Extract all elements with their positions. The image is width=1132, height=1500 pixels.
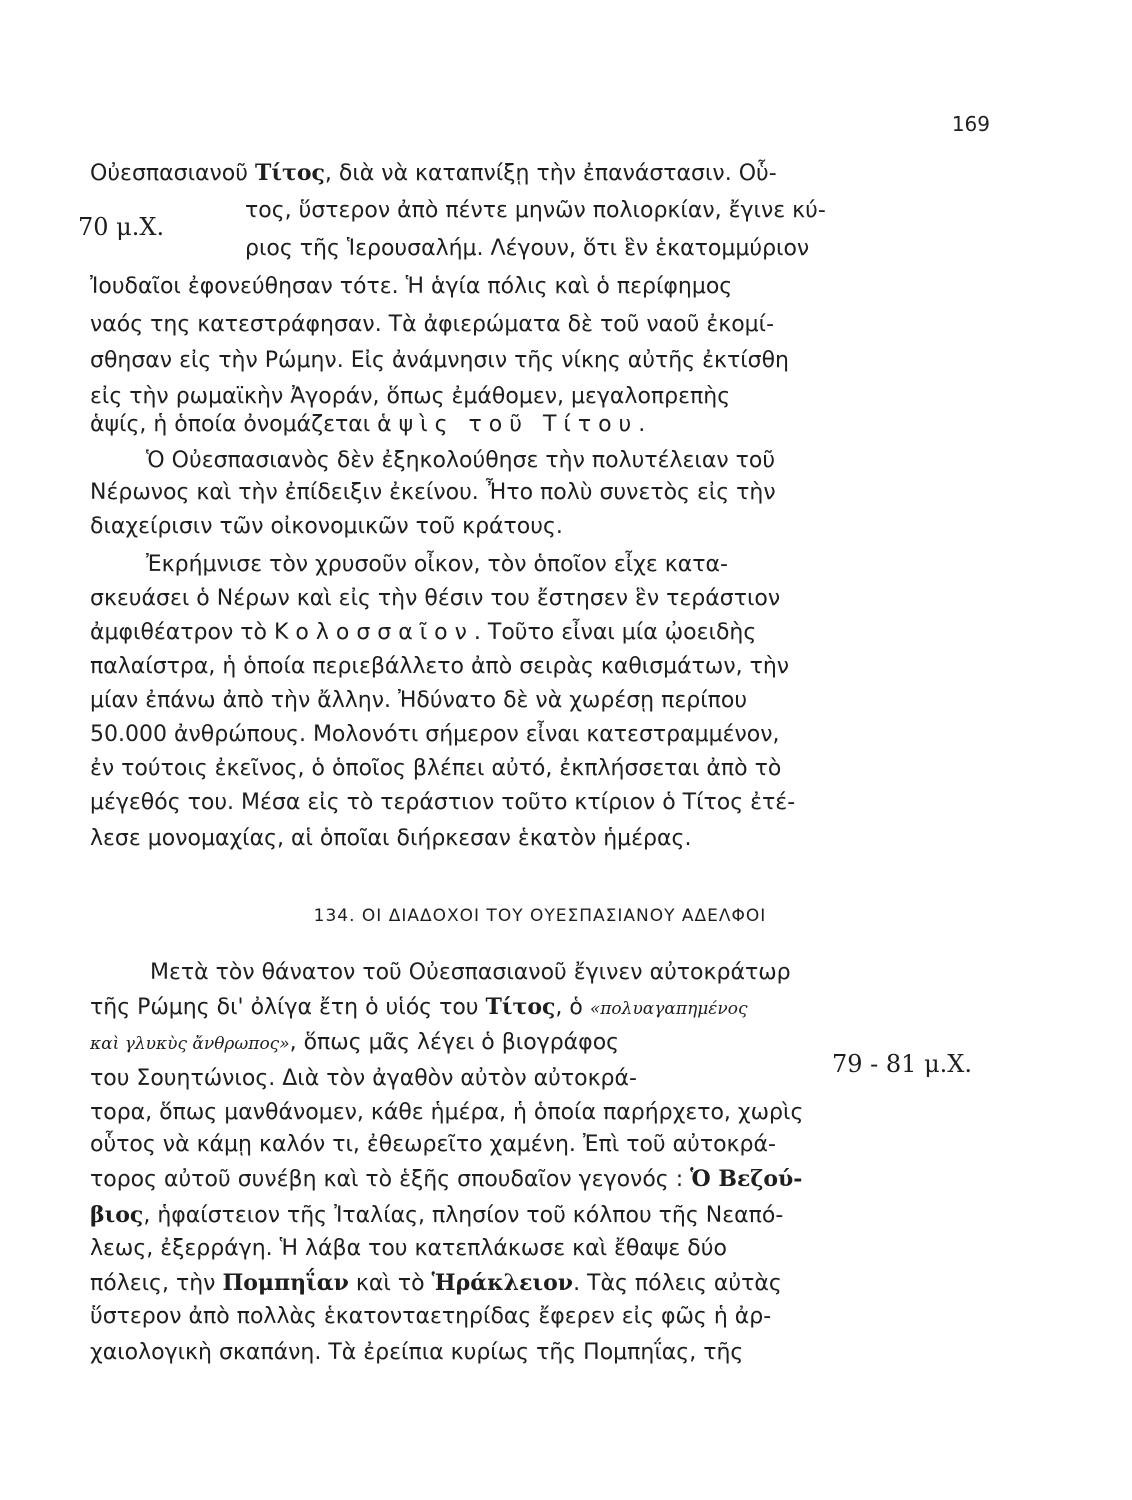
text-line: τορος αὐτοῦ συνέβη καὶ τὸ ἑξῆς σπουδαῖον γεγονός : Ὁ Βεζού-: [90, 1166, 803, 1192]
text-line: του Σουητώνιος. Διὰ τὸν ἀγαθὸν αὐτὸν αὐτοκρά-: [90, 1066, 637, 1091]
text-line: πόλεις, τὴν Πομπηΐαν καὶ τὸ Ἡράκλειον. Τὰς πόλεις αὐτὰς: [90, 1270, 782, 1296]
text-line: μίαν ἐπάνω ἀπὸ τὴν ἄλλην. Ἠδύνατο δὲ νὰ χωρέσῃ περίπου: [90, 688, 748, 713]
text-line: σκευάσει ὁ Νέρων καὶ εἰς τὴν θέσιν του ἔστησεν ἓν τεράστιον: [90, 586, 781, 611]
section-heading: 134. ΟΙ ΔΙΑΔΟΧΟΙ ΤΟΥ ΟΥΕΣΠΑΣΙΑΝΟΥ ΑΔΕΛΦΟΙ: [313, 906, 767, 926]
text-line: ἐν τούτοις ἐκεῖνος, ὁ ὁποῖος βλέπει αὐτό, ἐκπλήσσεται ἀπὸ τὸ: [90, 756, 782, 781]
margin-date-79-81: 79 - 81 μ.Χ.: [832, 1050, 973, 1078]
text-line: Νέρωνος καὶ τὴν ἐπίδειξιν ἐκείνου. Ἦτο πολὺ συνετὸς εἰς τὴν: [90, 480, 776, 505]
text-line: τος, ὕστερον ἀπὸ πέντε μηνῶν πολιορκίαν, ἔγινε κύ-: [245, 198, 826, 223]
text-line: παλαίστρα, ἡ ὁποία περιεβάλλετο ἀπὸ σειρὰς καθισμάτων, τὴν: [90, 654, 790, 679]
text-line: ὕστερον ἀπὸ πολλὰς ἑκατονταετηρίδας ἔφερεν εἰς φῶς ἡ ἀρ-: [90, 1304, 772, 1329]
text-line: Ἰουδαῖοι ἐφονεύθησαν τότε. Ἡ ἁγία πόλις καὶ ὁ περίφημος: [90, 274, 733, 299]
page-number: 169: [951, 112, 990, 136]
text-line: λεσε μονομαχίας, αἱ ὁποῖαι διήρκεσαν ἑκατὸν ἡμέρας.: [90, 826, 692, 851]
text-line: ἁψίς, ἡ ὁποία ὀνομάζεται ἁψὶς τοῦ Τίτου.: [90, 412, 653, 437]
text-line: 50.000 ἀνθρώπους. Μολονότι σήμερον εἶναι κατεστραμμένον,: [90, 722, 780, 747]
text-line: οὗτος νὰ κάμῃ καλόν τι, ἐθεωρεῖτο χαμένη. Ἐπὶ τοῦ αὐτοκρά-: [90, 1132, 776, 1157]
text-line: χαιολογικὴ σκαπάνη. Τὰ ἐρείπια κυρίως τῆς Πομπηΐας, τῆς: [90, 1340, 744, 1365]
text-line: ναός της κατεστράφησαν. Τὰ ἀφιερώματα δὲ τοῦ ναοῦ ἐκομί-: [90, 312, 775, 337]
text-line: σθησαν εἰς τὴν Ρώμην. Εἰς ἀνάμνησιν τῆς νίκης αὐτῆς ἐκτίσθη: [90, 348, 789, 373]
text-line: Οὐεσπασιανοῦ Τίτος, διὰ νὰ καταπνίξῃ τὴν ἐπανάστασιν. Οὗ-: [90, 160, 777, 186]
text-line: τορα, ὅπως μανθάνομεν, κάθε ἡμέρα, ἡ ὁποία παρήρχετο, χωρὶς: [90, 1100, 804, 1125]
text-line: Ὁ Οὐεσπασιανὸς δὲν ἐξηκολούθησε τὴν πολυτέλειαν τοῦ: [146, 448, 776, 473]
margin-date-70: 70 μ.Χ.: [78, 213, 165, 241]
text-line: Μετὰ τὸν θάνατον τοῦ Οὐεσπασιανοῦ ἔγινεν αὐτοκράτωρ: [150, 960, 791, 985]
text-line: λεως, ἐξερράγη. Ἡ λάβα του κατεπλάκωσε καὶ ἔθαψε δύο: [90, 1236, 727, 1261]
text-line: τῆς Ρώμης δι' ὀλίγα ἔτη ὁ υἱός του Τίτος, ὁ «πολυαγαπημένος: [90, 994, 748, 1020]
text-line: ριος τῆς Ἱερουσαλήμ. Λέγουν, ὅτι ἓν ἑκατομμύριον: [245, 236, 810, 261]
text-line: ἀμφιθέατρον τὸ Κολοσσαῖον. Τοῦτο εἶναι μία ᾠοειδὴς: [90, 620, 757, 645]
text-line: Ἐκρήμνισε τὸν χρυσοῦν οἶκον, τὸν ὁποῖον εἶχε κατα-: [146, 552, 728, 577]
text-line: καὶ γλυκὺς ἄνθρωπος», ὅπως μᾶς λέγει ὁ βιογράφος: [90, 1030, 620, 1055]
text-line: διαχείρισιν τῶν οἰκονομικῶν τοῦ κράτους.: [90, 514, 563, 539]
text-line: εἰς τὴν ρωμαϊκὴν Ἀγοράν, ὅπως ἐμάθομεν, μεγαλοπρεπὴς: [90, 384, 731, 409]
text-line: βιος, ἡφαίστειον τῆς Ἰταλίας, πλησίον τοῦ κόλπου τῆς Νεαπό-: [90, 1202, 784, 1228]
text-line: μέγεθός του. Μέσα εἰς τὸ τεράστιον τοῦτο κτίριον ὁ Τίτος ἐτέ-: [90, 790, 796, 815]
